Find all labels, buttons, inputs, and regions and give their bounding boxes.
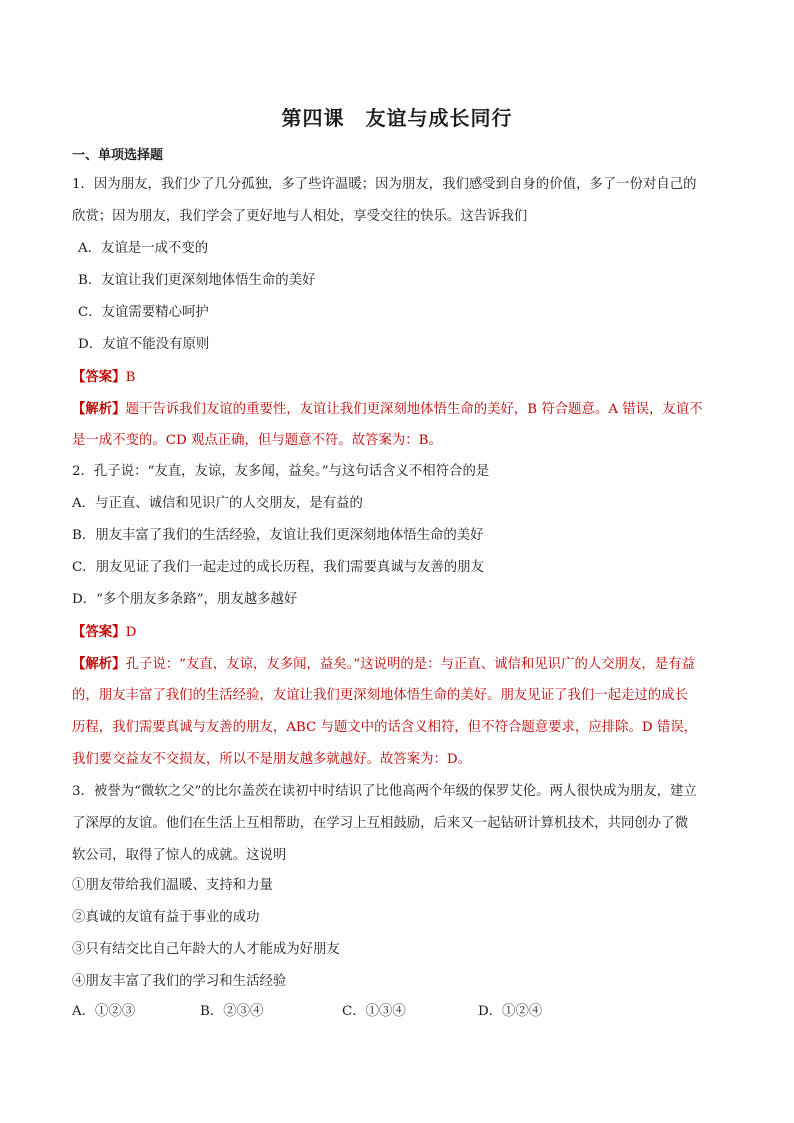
q2-option-a: A．与正直、诚信和见识广的人交朋友，是有益的 bbox=[72, 496, 363, 511]
q1-option-d: D．友谊不能没有原则 bbox=[78, 337, 210, 352]
answer-value: B bbox=[125, 370, 136, 385]
analysis-text: 题干告诉我们友谊的重要性，友谊让我们更深刻地体悟生命的美好，B 符合题意。A 错误，友谊不 bbox=[125, 402, 703, 417]
q1-answer bbox=[72, 367, 728, 388]
q2-option-d: D．“多个朋友多条路”，朋友越多越好 bbox=[72, 592, 298, 607]
q3-stem-line-1: 3．被誉为“微软之父”的比尔盖茨在读初中时结识了比他高两个年级的保罗艾伦。两人很快成为朋友，建立 bbox=[72, 784, 697, 799]
analysis-tag: 【解析】 bbox=[72, 401, 126, 417]
q2-option-c: C．朋友见证了我们一起走过的成长历程，我们需要真诚与友善的朋友 bbox=[72, 560, 484, 575]
q1-option-b: B．友谊让我们更深刻地体悟生命的美好 bbox=[78, 273, 316, 288]
analysis-tag: 【解析】 bbox=[72, 656, 126, 672]
q1-analysis-line-2: 是一成不变的。CD 观点正确，但与题意不符。故答案为：B。 bbox=[72, 433, 442, 448]
q3-stem-line-3: 软公司，取得了惊人的成就。这说明 bbox=[72, 848, 287, 863]
q3-stem-line-2: 了深厚的友谊。他们在生活上互相帮助，在学习上互相鼓励，后来又一起钻研计算机技术，共同创办了微 bbox=[72, 816, 688, 831]
q1-option-a: A．友谊是一成不变的 bbox=[78, 241, 209, 256]
q1-stem-line-1: 1．因为朋友，我们少了几分孤独，多了些许温暖；因为朋友，我们感受到自身的价值，多了一份对自己的 bbox=[72, 177, 697, 192]
q1-stem-line-2: 欣赏；因为朋友，我们学会了更好地与人相处，享受交往的快乐。这告诉我们 bbox=[72, 209, 528, 224]
q3-option-d: D．①②④ bbox=[478, 1004, 543, 1019]
q1-analysis-line-1 bbox=[72, 399, 728, 420]
answer-tag: 【答案】 bbox=[72, 369, 126, 385]
q3-option-b: B．②③④ bbox=[200, 1004, 264, 1019]
q2-stem: 2．孔子说：“友直，友谅，友多闻，益矣。”与这句话含义不相符合的是 bbox=[72, 464, 490, 479]
answer-tag: 【答案】 bbox=[72, 624, 126, 640]
q2-answer bbox=[72, 622, 728, 643]
q3-option-c: C．①③④ bbox=[342, 1004, 406, 1019]
q3-option-a: A．①②③ bbox=[72, 1004, 136, 1019]
q2-analysis-line-4: 我们要交益友不交损友，所以不是朋友越多就越好。故答案为：D。 bbox=[72, 752, 472, 767]
q2-analysis-line-1 bbox=[72, 654, 728, 675]
q3-item-3: ③只有结交比自己年龄大的人才能成为好朋友 bbox=[72, 942, 340, 957]
q3-item-1: ①朋友带给我们温暖、支持和力量 bbox=[72, 878, 273, 893]
page-title: 第四课 友谊与成长同行 bbox=[281, 106, 513, 130]
q3-options bbox=[72, 1002, 728, 1022]
q1-option-c: C．友谊需要精心呵护 bbox=[78, 305, 209, 320]
q3-item-2: ②真诚的友谊有益于事业的成功 bbox=[72, 910, 260, 925]
section-heading: 一、单项选择题 bbox=[72, 148, 164, 163]
q2-analysis-line-3: 历程，我们需要真诚与友善的朋友，ABC 与题文中的话含义相符，但不符合题意要求，应排除。D 错误， bbox=[72, 720, 698, 735]
q2-analysis-line-2: 的，朋友丰富了我们的生活经验，友谊让我们更深刻地体悟生命的美好。朋友见证了我们一起走过的成长 bbox=[72, 688, 688, 703]
q3-item-4: ④朋友丰富了我们的学习和生活经验 bbox=[72, 974, 287, 989]
answer-value: D bbox=[125, 625, 137, 640]
analysis-text: 孔子说：“友直，友谅，友多闻，益矣。”这说明的是：与正直、诚信和见识广的人交朋友，是有益 bbox=[125, 657, 695, 672]
q2-option-b: B．朋友丰富了我们的生活经验，友谊让我们更深刻地体悟生命的美好 bbox=[72, 528, 484, 543]
